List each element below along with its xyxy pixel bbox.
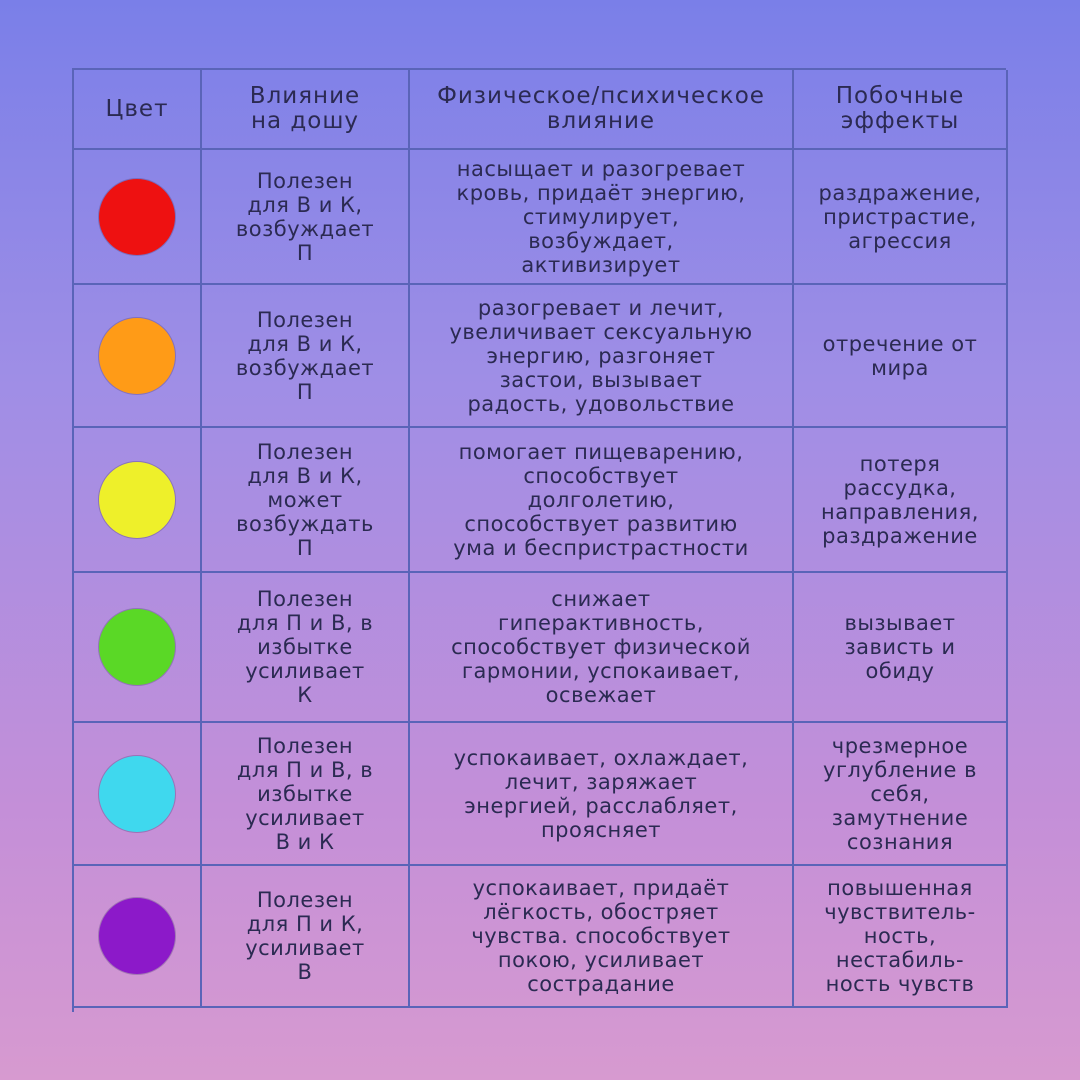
color-cell xyxy=(74,723,202,866)
color-cell xyxy=(74,428,202,573)
dosha-cell: Полезен для П и К, усиливает В xyxy=(202,866,410,1008)
effect-cell: успокаивает, охлаждает, лечит, заряжает энергией, расслабляет, проясняет xyxy=(410,723,794,866)
effect-cell: снижает гиперактивность, способствует физической гармонии, успокаивает, освежает xyxy=(410,573,794,723)
side-effect-cell: чрезмерное углубление в себя, замутнение сознания xyxy=(794,723,1008,866)
dosha-cell: Полезен для В и К, возбуждает П xyxy=(202,285,410,428)
effect-cell: разогревает и лечит, увеличивает сексуальную энергию, разгоняет застои, вызывает радость, удовольствие xyxy=(410,285,794,428)
dosha-color-table xyxy=(72,68,1006,1012)
color-cell xyxy=(74,285,202,428)
side-effect-cell: раздражение, пристрастие, агрессия xyxy=(794,150,1008,285)
side-effect-cell: повышенная чувствитель- ность, нестабиль- ность чувств xyxy=(794,866,1008,1008)
color-swatch-violet xyxy=(99,898,175,974)
header-dosha: Влияние на дошу xyxy=(202,70,410,150)
dosha-cell: Полезен для П и В, в избытке усиливает К xyxy=(202,573,410,723)
side-effect-cell: вызывает зависть и обиду xyxy=(794,573,1008,723)
side-effect-cell: отречение от мира xyxy=(794,285,1008,428)
color-cell xyxy=(74,866,202,1008)
side-effect-cell: потеря рассудка, направления, раздражение xyxy=(794,428,1008,573)
effect-cell: успокаивает, придаёт лёгкость, обостряет чувства. способствует покою, усиливает сострадание xyxy=(410,866,794,1008)
color-cell xyxy=(74,573,202,723)
color-swatch-red xyxy=(99,179,175,255)
header-side-effects: Побочные эффекты xyxy=(794,70,1008,150)
color-swatch-light-blue xyxy=(99,756,175,832)
color-cell xyxy=(74,150,202,285)
color-swatch-green xyxy=(99,609,175,685)
dosha-cell: Полезен для В и К, возбуждает П xyxy=(202,150,410,285)
header-effect: Физическое/психическое влияние xyxy=(410,70,794,150)
color-swatch-orange xyxy=(99,318,175,394)
dosha-cell: Полезен для П и В, в избытке усиливает В и К xyxy=(202,723,410,866)
effect-cell: помогает пищеварению, способствует долголетию, способствует развитию ума и беспристрастности xyxy=(410,428,794,573)
effect-cell: насыщает и разогревает кровь, придаёт энергию, стимулирует, возбуждает, активизирует xyxy=(410,150,794,285)
header-color: Цвет xyxy=(74,70,202,150)
dosha-cell: Полезен для В и К, может возбуждать П xyxy=(202,428,410,573)
color-swatch-yellow xyxy=(99,462,175,538)
